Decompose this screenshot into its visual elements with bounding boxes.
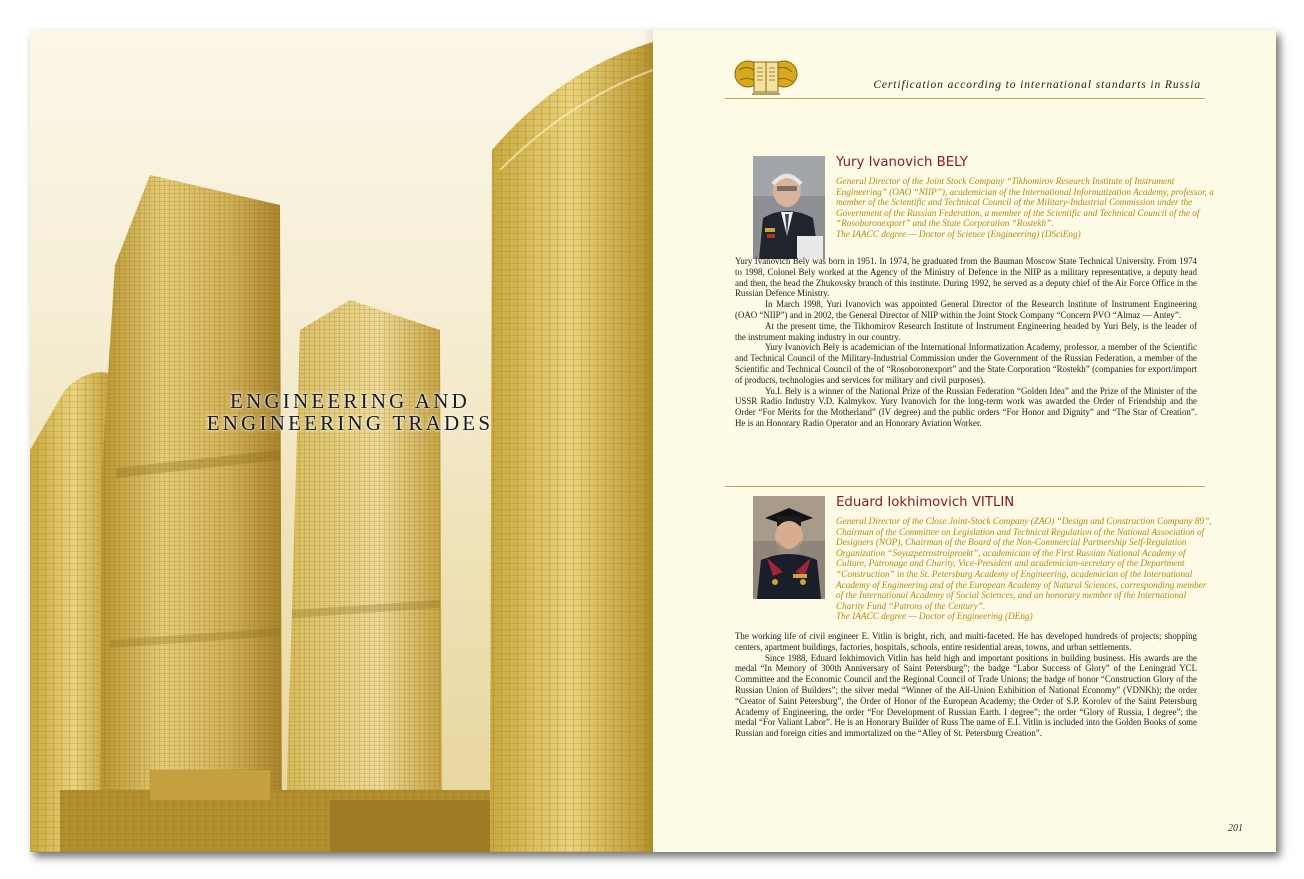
bio-paragraph: Yury Ivanovich Bely is academician of the International Informatization Academy, professor, a member of the Scientific and Technical Council of the Military-Industrial Commission under the Government of the Russian Federation, a member of the Scientific and Technical Council of the of “Rosoboronexport” and the State Corporation “Rostekh” (companies for export/import of products, technologies and services for military and civil purposes). — [735, 342, 1197, 385]
person-name: Yury Ivanovich BELY — [836, 155, 968, 170]
section-title — [190, 390, 510, 434]
portrait-photo — [753, 496, 825, 599]
portrait-photo — [753, 156, 825, 259]
degree-text: The IAACC degree — Doctor of Science (Engineering) (DSciEng) — [836, 229, 1081, 240]
bio-paragraph: Since 1988, Eduard Iokhimovich Vitlin has held high and important positions in building business. His awards are the medal “In Memory of 300th Anniversary of Saint Petersburg”; the badge “Labor Success of Glory” of the Leningrad YCL Committee and the Economic Council and the Regional Council of Trade Unions; the badge of honor “Construction Glory of the Russian Union of Builders”; the silver medal “Winner of the All-Union Exhibition of National Economy” (VDNKh); the order “Creator of Saint Petersburg”, the Order of Honor of the European Academy; the Order of S.P. Korolev of the Saint Petersburg Academy of Engineering, the order “For Development of Russian Earth. I degree”; the order “Glory of Russia, I degree”; the medal “For Valiant Labor”. He is an Honorary Builder of Russ The name of E.I. Vitlin is included into the Golden Books of some Russian and foreign cities and immortalized on the “Alley of St. Petersburg Creation”. — [735, 652, 1197, 739]
bio-bely — [735, 256, 1197, 429]
section-title-line1: ENGINEERING AND — [230, 389, 470, 413]
page-number: 201 — [1228, 823, 1243, 834]
bio-paragraph: In March 1998, Yuri Ivanovich was appointed General Director of the Research Institute of Instrument Engineering (OAO “NIIP”) and in 2002, the General Director of NIIP within the Joint Stock Company “Concern PVO “Almaz — Antey”. — [735, 299, 1197, 320]
section-title-line2: ENGINEERING TRADES — [206, 411, 494, 435]
bio-paragraph: Yury Ivanovich Bely was born in 1951. In 1974, he graduated from the Bauman Moscow State Technical University. From 1974 to 1998, Colonel Bely worked at the Agency of the Ministry of Defence in the NIIP as a military representative, a deputy head and then, the head the Zhukovsky branch of this institute. During 1992, he served as a deputy chief of the Air Force Office in the Russian Defence Ministry. — [735, 256, 1197, 299]
right-page — [653, 30, 1276, 852]
person-name: Eduard Iokhimovich VITLIN — [836, 495, 1015, 510]
role-text: General Director of the Close Joint-Stock Company (ZAO) “Design and Construction Company 89”, Chairman of the Committee on Legislation and Technical Regulation of the National Association of Designers (NOP), Chairman of the Board of the Non-Commercial Partnership Self-Regulation Organization “Soyuzpetrostroiproekt”, academician of the First Russian National Academy of Culture, Patronage and Charity, Vice-President and academician-secretary of the Department “Construction” in the St. Petersburg Academy of Engineering, academician of the International Academy of Engineering and of the European Academy of Natural Sciences, corresponding member of the International Academy of Social Sciences, and an honorary member of the International Charity Fund “Patrons of the Century”. — [836, 517, 1212, 612]
bio-paragraph: At the present time, the Tikhomirov Research Institute of Instrument Engineering headed by Yuri Bely, is the leader of the instrument making industry in our country. — [735, 320, 1197, 342]
bio-paragraph: Yu.I. Bely is a winner of the National Prize of the Russian Federation “Golden Idea” and the Prize of the Minister of the USSR Radio Industry V.D. Kalmykov. Yury Ivanovich for the long-term work was awarded the Order of Friendship and the Order “For Merits for the Motherland” (IV degree) and the public orders “For Honor and Dignity” and “The Star of Creation”. He is an Honorary Radio Operator and an Honorary Aviation Worker. — [735, 385, 1197, 428]
skyscrapers-illustration — [30, 30, 653, 852]
magazine-spread — [30, 30, 1276, 852]
person-role — [836, 517, 1214, 623]
section-divider — [725, 486, 1205, 487]
left-page-photo — [30, 30, 653, 852]
running-header: Certification according to international standarts in Russia — [873, 79, 1201, 91]
role-text: General Director of the Joint Stock Company “Tikhomirov Research Institute of Instrument Engineering” (OAO “NIIP”), academician of the International Informatization Academy, professor, a member of the Scientific and Technical Council of the Military-Industrial Commission under the Government of the Russian Federation, a member of the Scientific and Technical Council of the of “Rosoboronexport” and the State Corporation “Rostekh”. — [836, 177, 1214, 230]
globe-book-logo-icon — [734, 56, 798, 100]
degree-text: The IAACC degree — Doctor of Engineering (DEng) — [836, 612, 1033, 623]
header-rule — [725, 98, 1205, 99]
bio-vitlin — [735, 631, 1197, 739]
person-role — [836, 177, 1214, 241]
bio-paragraph: The working life of civil engineer E. Vitlin is bright, rich, and multi-faceted. He has developed hundreds of projects; shopping centers, apartment buildings, factories, hospitals, schools, entire residential areas, towns, and urban settlements. — [735, 631, 1197, 652]
